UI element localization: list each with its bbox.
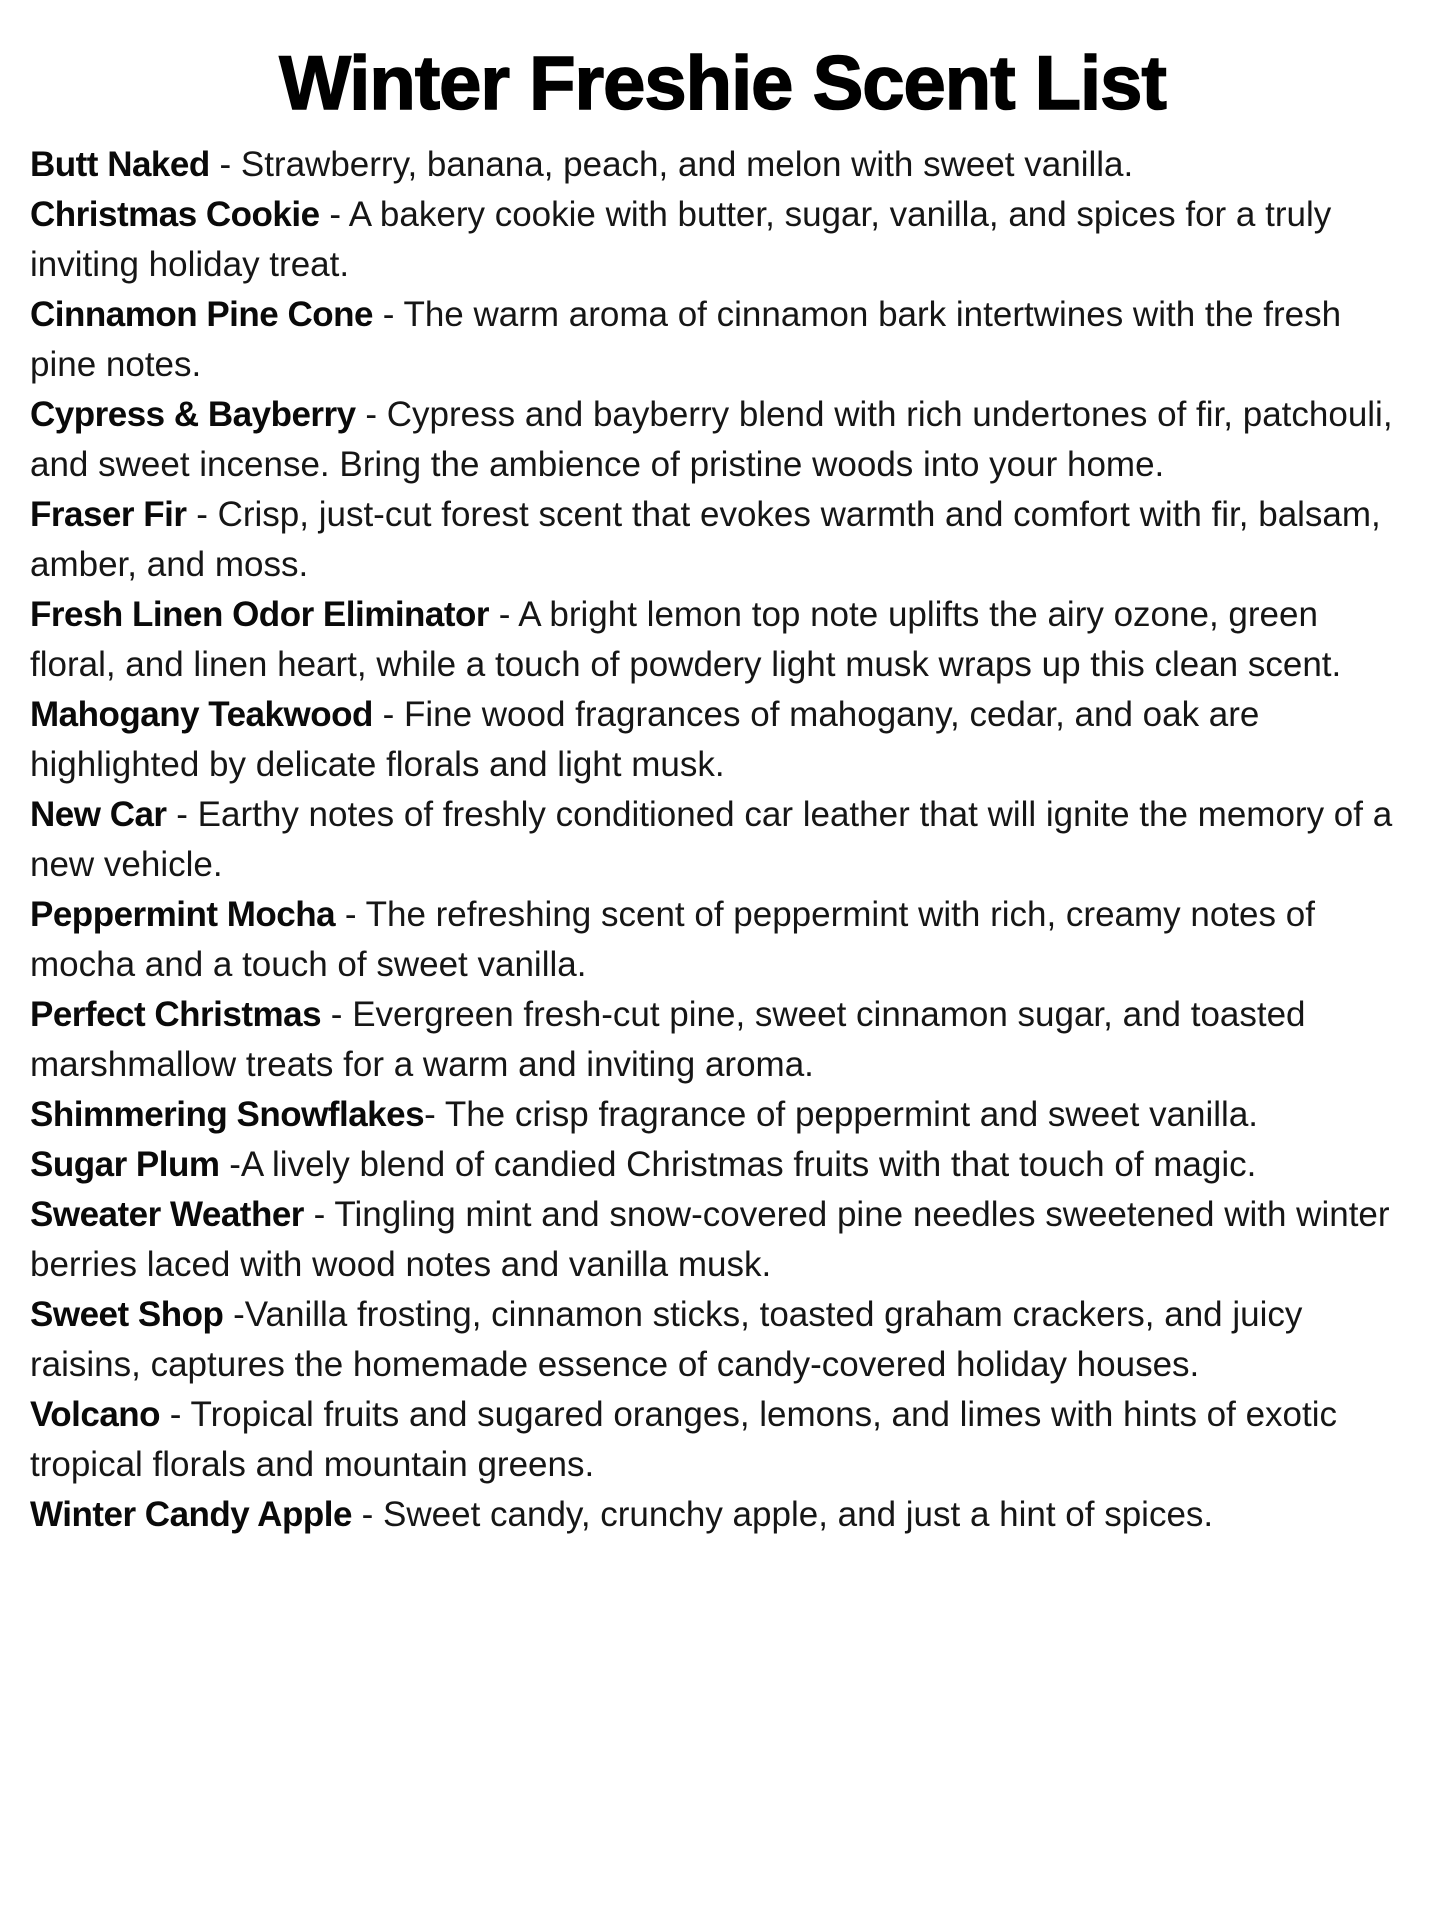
scent-entry	[30, 890, 1410, 990]
scent-separator: -	[355, 395, 387, 434]
scent-description: A bright lemon top note uplifts the airy ozone, green floral, and linen heart, while a touch of powdery light musk wraps up this clean scent.	[30, 595, 1342, 684]
scent-separator: -	[166, 795, 198, 834]
scent-name: Fraser Fir	[30, 495, 187, 534]
scent-separator: -	[160, 1395, 191, 1434]
scent-separator: -	[186, 495, 218, 534]
scent-name: Perfect Christmas	[30, 995, 322, 1034]
scent-entry	[30, 190, 1410, 290]
scent-separator: -	[223, 1295, 245, 1334]
scent-name: Sugar Plum	[30, 1145, 220, 1184]
scent-separator: -	[219, 1145, 241, 1184]
scent-name: Mahogany Teakwood	[30, 695, 373, 734]
scent-name: Volcano	[30, 1395, 161, 1434]
scent-entry	[30, 1190, 1410, 1290]
scent-entry	[30, 1290, 1410, 1390]
scent-entry	[30, 790, 1410, 890]
scent-entry	[30, 1390, 1410, 1490]
scent-separator: -	[209, 145, 241, 184]
scent-description: Tropical fruits and sugared oranges, lemons, and limes with hints of exotic tropical florals and mountain greens.	[30, 1395, 1338, 1484]
scent-entry	[30, 1490, 1410, 1540]
scent-name: Winter Candy Apple	[30, 1495, 352, 1534]
scent-entry	[30, 490, 1410, 590]
scent-description: Cypress and bayberry blend with rich undertones of fir, patchouli, and sweet incense. Bring the ambience of pristine woods into your home.	[30, 395, 1393, 484]
scent-name: Christmas Cookie	[30, 195, 320, 234]
scent-separator: -	[321, 995, 353, 1034]
scent-entry	[30, 590, 1410, 690]
scent-description: Crisp, just-cut forest scent that evokes warmth and comfort with fir, balsam, amber, and moss.	[30, 495, 1381, 584]
scent-separator: -	[335, 895, 366, 934]
scent-description: A bakery cookie with butter, sugar, vanilla, and spices for a truly inviting holiday treat.	[30, 195, 1332, 284]
scent-name: Shimmering Snowflakes	[30, 1095, 425, 1134]
scent-name: New Car	[30, 795, 167, 834]
scent-name: Peppermint Mocha	[30, 895, 336, 934]
scent-description: The warm aroma of cinnamon bark intertwines with the fresh pine notes.	[30, 295, 1342, 384]
scent-name: Cinnamon Pine Cone	[30, 295, 373, 334]
scent-name: Sweater Weather	[30, 1195, 304, 1234]
scent-name: Cypress & Bayberry	[30, 395, 356, 434]
scent-separator: -	[372, 295, 404, 334]
scent-name: Fresh Linen Odor Eliminator	[30, 595, 490, 634]
scent-description: Fine wood fragrances of mahogany, cedar, and oak are highlighted by delicate florals and light musk.	[30, 695, 1260, 784]
scent-entry	[30, 690, 1410, 790]
scent-entry	[30, 990, 1410, 1090]
scent-description: The refreshing scent of peppermint with rich, creamy notes of mocha and a touch of sweet vanilla.	[30, 895, 1315, 984]
scent-name: Sweet Shop	[30, 1295, 224, 1334]
scent-separator: -	[372, 695, 404, 734]
scent-separator: -	[303, 1195, 335, 1234]
scent-description: Strawberry, banana, peach, and melon with sweet vanilla.	[240, 145, 1134, 184]
scent-description: Earthy notes of freshly conditioned car leather that will ignite the memory of a new vehicle.	[30, 795, 1393, 884]
scent-separator: -	[351, 1495, 384, 1534]
page-title: Winter Freshie Scent List	[279, 41, 1166, 126]
scent-description: Tingling mint and snow-covered pine needles sweetened with winter berries laced with wood notes and vanilla musk.	[30, 1195, 1390, 1284]
scent-entry	[30, 1140, 1410, 1190]
scent-separator: -	[424, 1095, 445, 1134]
scent-list-page	[0, 42, 1445, 1913]
scent-entry	[30, 390, 1410, 490]
scent-list	[0, 140, 1445, 1540]
scent-separator: -	[489, 595, 519, 634]
scent-description: The crisp fragrance of peppermint and sweet vanilla.	[444, 1095, 1259, 1134]
scent-entry	[30, 140, 1410, 190]
scent-name: Butt Naked	[30, 145, 210, 184]
scent-entry	[30, 290, 1410, 390]
scent-separator: -	[319, 195, 349, 234]
scent-description: A lively blend of candied Christmas fruits with that touch of magic.	[240, 1145, 1257, 1184]
scent-entry	[30, 1090, 1410, 1140]
scent-description: Vanilla frosting, cinnamon sticks, toasted graham crackers, and juicy raisins, captures the homemade essence of candy-covered holiday houses.	[30, 1295, 1303, 1384]
scent-description: Sweet candy, crunchy apple, and just a hint of spices.	[383, 1495, 1214, 1534]
scent-description: Evergreen fresh-cut pine, sweet cinnamon sugar, and toasted marshmallow treats for a warm and inviting aroma.	[30, 995, 1306, 1084]
